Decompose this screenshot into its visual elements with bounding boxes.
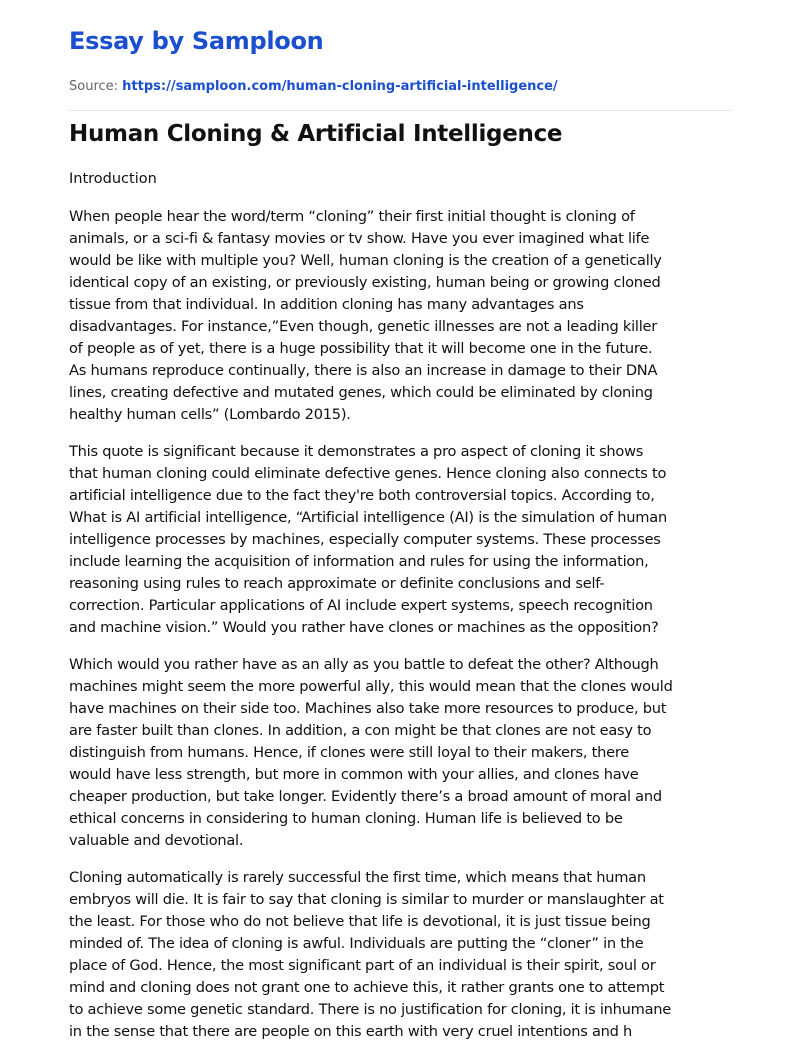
essay-body: [69, 206, 749, 1058]
paragraph-line: artificial intelligence due to the fact they're both controversial topics. According to,: [69, 487, 655, 504]
paragraph: [69, 441, 749, 639]
paragraph-line: Which would you rather have as an ally as you battle to defeat the other? Although: [69, 656, 659, 673]
paragraph-line: disadvantages. For instance,”Even though, genetic illnesses are not a leading killer: [69, 318, 658, 335]
paragraph-line: distinguish from humans. Hence, if clones were still loyal to their makers, there: [69, 744, 630, 761]
paragraph-line: place of God. Hence, the most significant part of an individual is their spirit, soul or: [69, 957, 656, 974]
paragraph-line: to achieve some genetic standard. There is no justification for cloning, it is inhumane: [69, 1001, 672, 1018]
paragraph-line: embryos will die. It is fair to say that cloning is similar to murder or manslaughter at: [69, 891, 664, 908]
paragraph: [69, 654, 749, 852]
paragraph-line: identical copy of an existing, or previously existing, human being or growing cloned: [69, 274, 661, 291]
paragraph-line: When people hear the word/term “cloning” their first initial thought is cloning of: [69, 208, 635, 225]
paragraph-line: cheaper production, but take longer. Evidently there’s a broad amount of moral and: [69, 788, 662, 805]
source-link[interactable]: https://samploon.com/human-cloning-artificial-intelligence/: [122, 79, 558, 94]
paragraph-line: would be like with multiple you? Well, human cloning is the creation of a genetically: [69, 252, 662, 269]
essay-title: Human Cloning & Artificial Intelligence: [69, 121, 563, 147]
paragraph-line: This quote is significant because it demonstrates a pro aspect of cloning it shows: [69, 443, 644, 460]
paragraph: [69, 867, 749, 1043]
paragraph-line: valuable and devotional.: [69, 832, 244, 849]
paragraph-line: include learning the acquisition of information and rules for using the information,: [69, 553, 649, 570]
paragraph-line: would have less strength, but more in common with your allies, and clones have: [69, 766, 639, 783]
source-label: Source:: [69, 79, 119, 94]
paragraph-line: and machine vision.” Would you rather have clones or machines as the opposition?: [69, 619, 659, 636]
paragraph-line: tissue from that individual. In addition cloning has many advantages ans: [69, 296, 584, 313]
paragraph-line: As humans reproduce continually, there is also an increase in damage to their DNA: [69, 362, 658, 379]
paragraph-line: mind and cloning does not grant one to achieve this, it rather grants one to attempt: [69, 979, 665, 996]
paragraph-line: of people as of yet, there is a huge possibility that it will become one in the future.: [69, 340, 653, 357]
paragraph-line: minded of. The idea of cloning is awful. Individuals are putting the “cloner” in the: [69, 935, 644, 952]
site-brand[interactable]: Essay by Samploon: [69, 27, 324, 55]
paragraph-line: lines, creating defective and mutated genes, which could be eliminated by cloning: [69, 384, 653, 401]
paragraph-line: correction. Particular applications of AI include expert systems, speech recognition: [69, 597, 653, 614]
paragraph-line: have machines on their side too. Machines also take more resources to produce, but: [69, 700, 667, 717]
paragraph-line: reasoning using rules to reach approximate or definite conclusions and self-: [69, 575, 605, 592]
paragraph-line: are faster built than clones. In addition, a con might be that clones are not easy to: [69, 722, 652, 739]
paragraph-line: in the sense that there are people on this earth with very cruel intentions and h: [69, 1023, 633, 1040]
paragraph-line: healthy human cells” (Lombardo 2015).: [69, 406, 351, 423]
paragraph-line: the least. For those who do not believe that life is devotional, it is just tissue being: [69, 913, 651, 930]
source-line: [69, 79, 558, 94]
paragraph-line: machines might seem the more powerful ally, this would mean that the clones would: [69, 678, 673, 695]
paragraph-line: that human cloning could eliminate defective genes. Hence cloning also connects to: [69, 465, 667, 482]
paragraph: [69, 206, 749, 426]
section-heading: Introduction: [69, 171, 157, 187]
paragraph-line: What is AI artificial intelligence, “Artificial intelligence (AI) is the simulation of human: [69, 509, 667, 526]
paragraph-line: Cloning automatically is rarely successful the first time, which means that human: [69, 869, 646, 886]
divider: [69, 110, 731, 111]
paragraph-line: animals, or a sci-fi & fantasy movies or tv show. Have you ever imagined what life: [69, 230, 650, 247]
paragraph-line: intelligence processes by machines, especially computer systems. These processes: [69, 531, 661, 548]
paragraph-line: ethical concerns in considering to human cloning. Human life is believed to be: [69, 810, 623, 827]
